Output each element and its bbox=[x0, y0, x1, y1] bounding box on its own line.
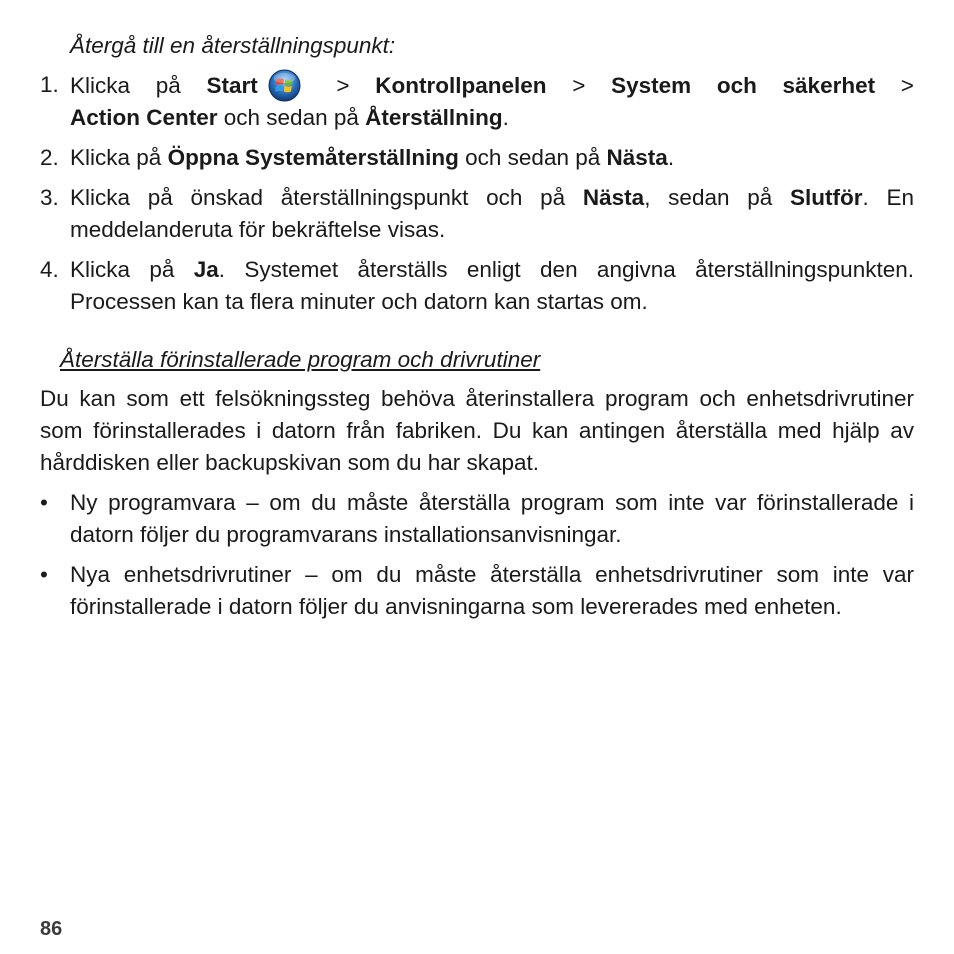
ja-label: Ja bbox=[193, 257, 219, 282]
body-paragraph: Du kan som ett felsökningssteg behöva återinstallera program och enhetsdrivrutiner som förinstallerades i datorn från fabriken. Du kan antingen återställa med hjälp av hårddisken eller backupskivan som du har skapat. bbox=[40, 386, 914, 475]
step-number: 3. bbox=[40, 185, 59, 210]
kontrollpanelen-label: Kontrollpanelen bbox=[375, 73, 547, 98]
bullet-text: Ny programvara – om du måste återställa program som inte var förinstallerade i datorn följer du programvarans installationsanvisningar. bbox=[70, 490, 914, 547]
restore-steps-list bbox=[40, 69, 914, 318]
step-1-line-2: Action Center och sedan på Återställning. bbox=[70, 105, 509, 130]
windows-start-orb-icon bbox=[268, 69, 301, 102]
bullet-list bbox=[40, 487, 914, 623]
step-1-line-1: Klicka på Start > Kontrollpanelen > System och säkerhet > bbox=[70, 69, 914, 102]
start-label: Start bbox=[206, 73, 258, 98]
section-heading: Återställa förinstallerade program och drivrutiner bbox=[60, 347, 541, 372]
page-number: 86 bbox=[40, 918, 63, 940]
system-och-sakerhet-label: System och säkerhet bbox=[611, 73, 876, 98]
bullet-marker: • bbox=[40, 490, 48, 515]
step-number: 1. bbox=[40, 72, 59, 97]
action-center-label: Action Center bbox=[70, 105, 218, 130]
slutfor-label: Slutför bbox=[789, 185, 863, 210]
nasta-label: Nästa bbox=[582, 185, 645, 210]
bullet-item-enhetsdrivrutiner bbox=[40, 559, 914, 623]
step-1 bbox=[40, 69, 914, 134]
nasta-label: Nästa bbox=[606, 145, 668, 170]
oppna-systematerstallning-label: Öppna Systemåterställning bbox=[167, 145, 459, 170]
step-2: 2. Klicka på Öppna Systemåterställning och sedan på Nästa. bbox=[40, 142, 914, 174]
step-number: 2. bbox=[40, 145, 59, 170]
step-4: 4. Klicka på Ja. Systemet återställs enligt den angivna återställningspunkten. Processen kan ta flera minuter och datorn kan startas om. bbox=[40, 254, 914, 318]
page-content bbox=[40, 30, 914, 631]
bullet-item-programvara bbox=[40, 487, 914, 551]
bullet-marker: • bbox=[40, 562, 48, 587]
bullet-text: Nya enhetsdrivrutiner – om du måste återställa enhetsdrivrutiner som inte var förinstallerade i datorn följer du anvisningarna som levererades med enheten. bbox=[70, 562, 914, 619]
step-3: 3. Klicka på önskad återställningspunkt och på Nästa, sedan på Slutför. En meddelanderuta för bekräftelse visas. bbox=[40, 182, 914, 246]
aterstallning-label: Återställning bbox=[365, 105, 503, 130]
intro-heading: Återgå till en återställningspunkt: bbox=[70, 33, 396, 58]
step-number: 4. bbox=[40, 257, 59, 282]
